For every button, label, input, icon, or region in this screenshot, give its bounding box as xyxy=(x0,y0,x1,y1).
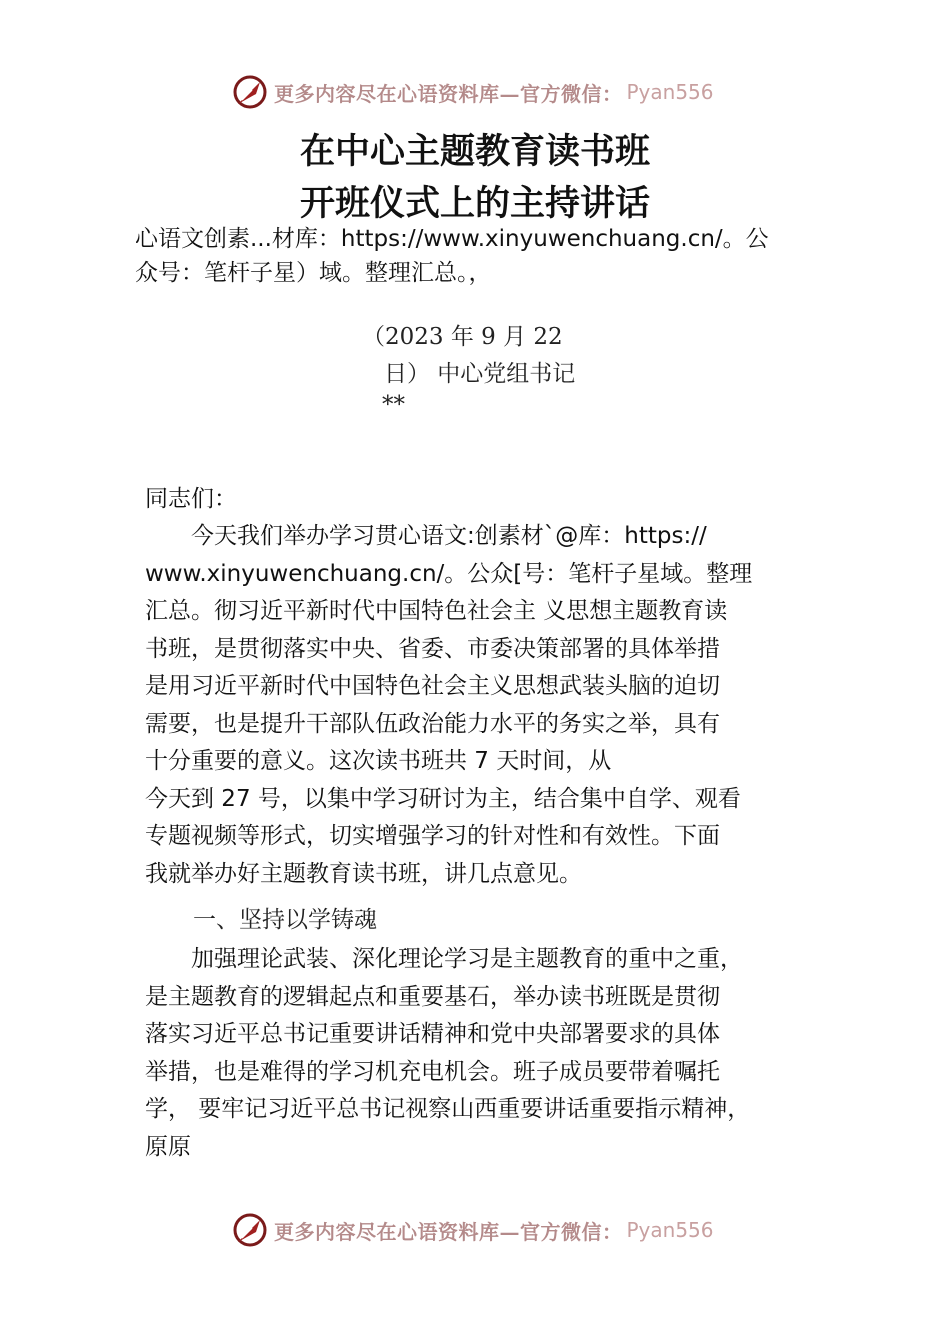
paragraph-line: 今天我们举办学习贯心语文:创素材`@库：https:// xyxy=(145,523,707,549)
watermark-footer xyxy=(0,1210,950,1250)
paragraph-line: 需要，也是提升干部队伍政治能力水平的务实之举，具有 xyxy=(145,710,720,737)
paragraph-line: 举措，也是难得的学习机充电机会。班子成员要带着嘱托 xyxy=(145,1058,720,1085)
document-title-line1: 在中心主题教育读书班 xyxy=(299,131,650,172)
date-line2: 日） 中心党组书记 xyxy=(384,361,576,387)
document-title-line2: 开班仪式上的主持讲话 xyxy=(299,183,650,224)
paragraph-line: 加强理论武装、深化理论学习是主题教育的重中之重， xyxy=(145,946,743,972)
salutation xyxy=(145,481,825,519)
watermark-wechat-id: Pyan556 xyxy=(626,1218,714,1242)
source-note xyxy=(135,222,835,290)
paragraph-line: 我就举办好主题教育读书班，讲几点意见。 xyxy=(145,860,582,887)
paragraph-line: 是用习近平新时代中国特色社会主义思想武装头脑的迫切 xyxy=(145,673,720,699)
paragraph-line: 落实习近平总书记重要讲话精神和党中央部署要求的具体 xyxy=(145,1021,720,1047)
watermark-text: 更多内容尽在心语资料库—官方微信： xyxy=(274,81,623,106)
paragraph-line: 今天到 27 号，以集中学习研讨为主，结合集中自学、观看 xyxy=(145,785,741,812)
paragraph-line: 学， 要牢记习近平总书记视察山西重要讲话重要指示精神， xyxy=(145,1096,751,1122)
paragraph-2 xyxy=(145,941,825,1166)
paragraph-line: www.xinyuwenchuang.cn/。公众[号：笔杆子星域。整理 xyxy=(145,560,753,587)
watermark-header xyxy=(0,72,950,112)
paragraph-line: 原原 xyxy=(145,1133,191,1160)
salutation-text: 同志们： xyxy=(145,486,237,512)
paragraph-line: 十分重要的意义。这次读书班共 7 天时间，从 xyxy=(145,748,612,774)
paragraph-line: 专题视频等形式，切实增强学习的针对性和有效性。下面 xyxy=(145,823,720,849)
watermark-wechat-id: Pyan556 xyxy=(626,80,714,104)
quill-pen-logo-icon xyxy=(232,74,268,110)
source-note-line1: 心语文创素...材库：https://www.xinyuwenchuang.cn/。公 xyxy=(135,226,769,252)
quill-pen-logo-icon xyxy=(232,1212,268,1248)
paragraph-1 xyxy=(145,518,825,893)
source-note-line2: 众号：笔杆子星）域。整理汇总。， xyxy=(135,260,492,286)
author-name: ** xyxy=(382,392,405,418)
paragraph-line: 汇总。彻习近平新时代中国特色社会主 义思想主题教育读 xyxy=(145,598,728,624)
section-heading-1: 一、坚持以学铸魂 xyxy=(193,907,377,933)
paragraph-line: 书班，是贯彻落实中央、省委、市委决策部署的具体举措 xyxy=(145,635,720,662)
paragraph-line: 是主题教育的逻辑起点和重要基石，举办读书班既是贯彻 xyxy=(145,983,720,1010)
date-line1: （2023 年 9 月 22 xyxy=(362,324,563,350)
watermark-text: 更多内容尽在心语资料库—官方微信： xyxy=(274,1219,623,1244)
